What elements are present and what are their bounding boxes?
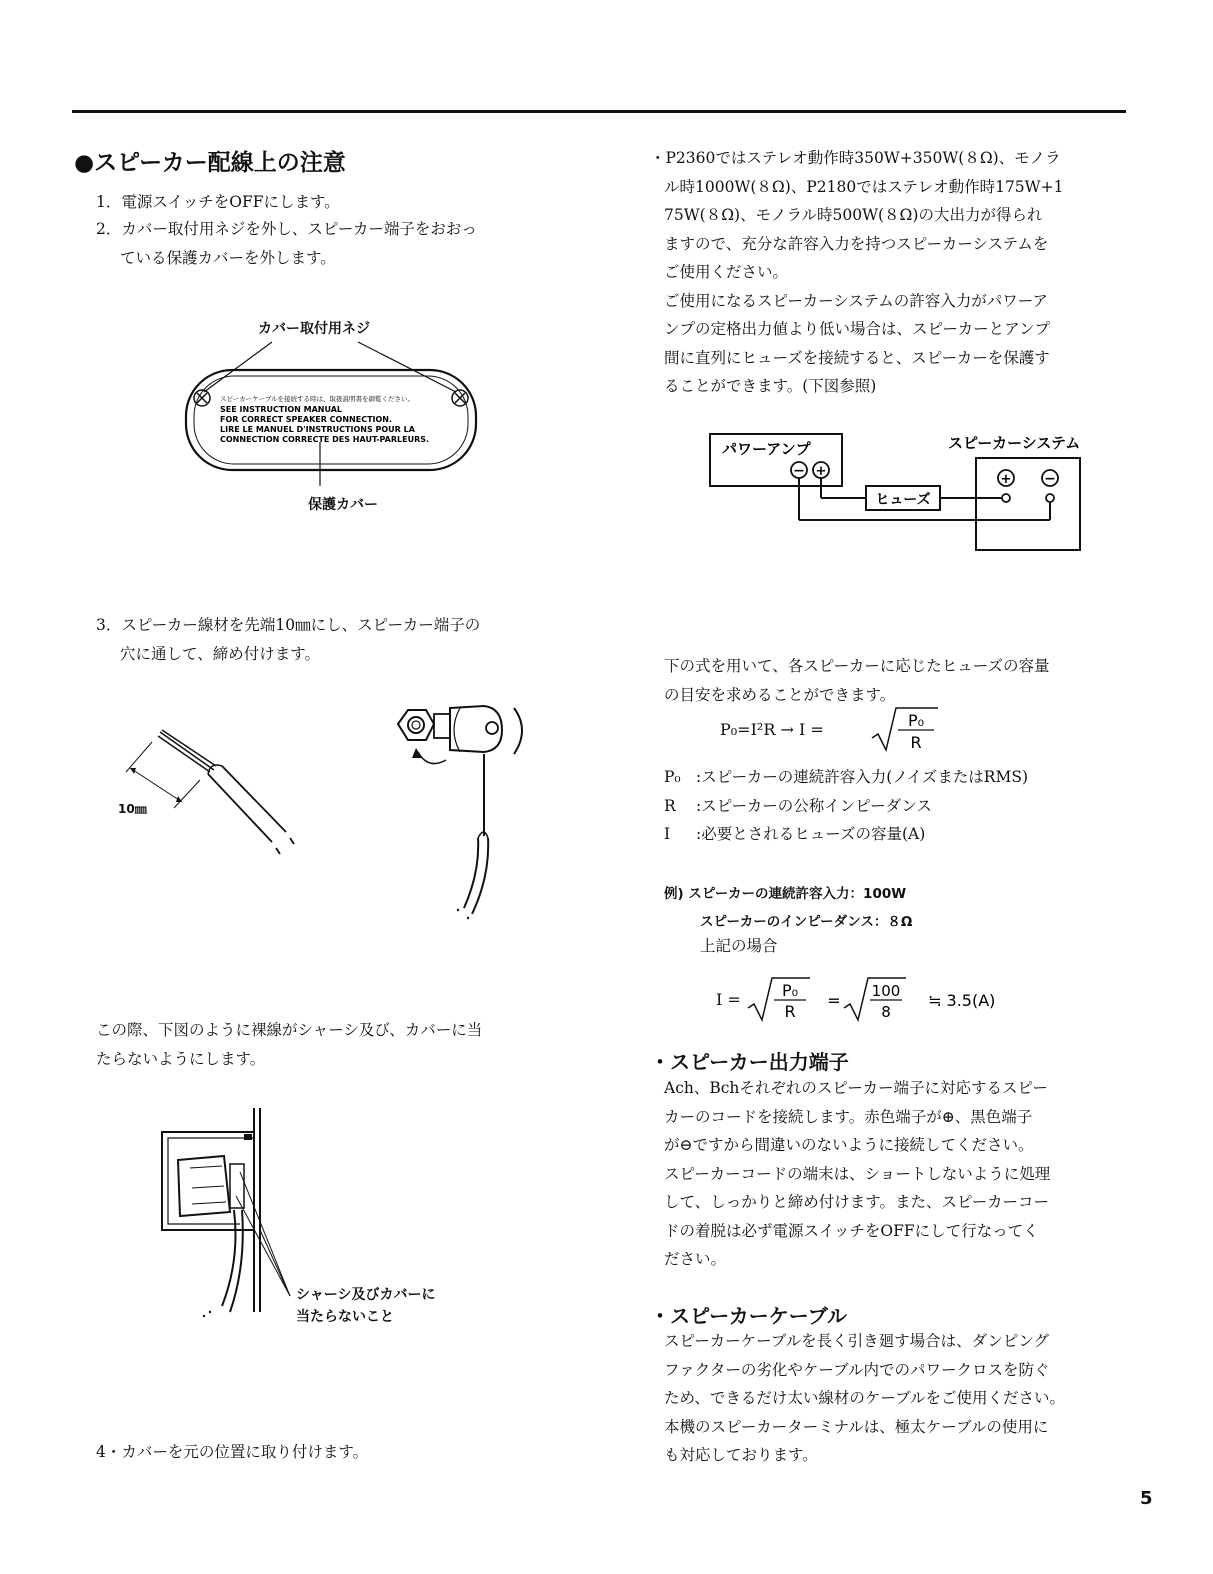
step-2: 2．カバー取付用ネジを外し、スピーカー端子をおおっ ている保護カバーを外します。 xyxy=(96,220,477,267)
page-number: 5 xyxy=(1140,1488,1153,1509)
intro-paragraph: ・P2360ではステレオ動作時350W+350W(８Ω)、モノラ ル時1000W(８Ω)、P2180ではステレオ動作時175W+1 75W(８Ω)、モノラル時500W(８Ω)の大出力が得られ ますので、充分な許容入力を持つスピーカーシステムを ご使用ください。 ご使用になるスピーカーシステムの許容入力がパワーア ンプの定格出力値より低い場合は、スピーカーとアンプ 間に直列にヒューズを接続すると、スピーカーを保護す ることができます。(下図参照) xyxy=(650,149,1064,395)
definition-row: P₀ :スピーカーの連続許容入力(ノイズまたはRMS) xyxy=(664,768,1028,786)
fuse-label: ヒューズ xyxy=(875,492,931,508)
sqrt-fraction xyxy=(868,704,948,754)
plate-text: FOR CORRECT SPEAKER CONNECTION. xyxy=(220,415,393,424)
output-terminal-heading: ・スピーカー出力端子 xyxy=(650,1050,849,1074)
fuse-wiring-diagram xyxy=(700,428,1100,556)
svg-text:−: − xyxy=(793,463,805,479)
step-3: 3．スピーカー線材を先端10㎜にし、スピーカー端子の 穴に通して、締め付けます。 xyxy=(96,616,481,663)
svg-text:P₀: P₀ xyxy=(781,981,799,1000)
formula-intro: 下の式を用いて、各スピーカーに応じたヒューズの容量 の目安を求めることができます。 xyxy=(664,657,1050,704)
chassis-clearance-figure xyxy=(150,1100,320,1330)
calc-fractions xyxy=(744,972,1024,1024)
svg-text:R: R xyxy=(784,1002,796,1021)
wire-length-label: 10㎜ xyxy=(118,802,147,816)
definition-row: I :必要とされるヒューズの容量(A) xyxy=(664,825,926,843)
svg-text:100: 100 xyxy=(871,982,901,1000)
calc-lhs: I = xyxy=(716,990,741,1009)
top-rule xyxy=(72,110,1126,113)
protective-cover-figure xyxy=(180,336,480,486)
stripped-wire-figure xyxy=(100,690,320,880)
plate-text: CONNECTION CORRECTE DES HAUT-PARLEURS. xyxy=(220,435,430,444)
protect-cover-label: 保護カバー xyxy=(308,497,378,513)
example-block: 例) スピーカーの連続許容入力：100W スピーカーのインピーダンス：８Ω xyxy=(664,886,913,930)
svg-text:R: R xyxy=(910,733,922,752)
amp-label: パワーアンプ xyxy=(722,440,811,458)
svg-text:−: − xyxy=(1044,471,1056,487)
step-1: 1．電源スイッチをOFFにします。 xyxy=(96,193,340,211)
svg-text:P₀: P₀ xyxy=(907,711,925,730)
step-4: 4・カバーを元の位置に取り付けます。 xyxy=(96,1443,369,1461)
chassis-note: この際、下図のように裸線がシャーシ及び、カバーに当 たらないようにします。 xyxy=(96,1021,483,1068)
section-heading: ●スピーカー配線上の注意 xyxy=(74,150,346,176)
plate-text-jp: スピーカーケーブルを接続する時は、取扱説明書を御覧ください。 xyxy=(220,395,415,403)
svg-text:+: + xyxy=(1000,472,1012,487)
cover-screw-label: カバー取付用ネジ xyxy=(258,321,370,337)
svg-text:≒ 3.5(A): ≒ 3.5(A) xyxy=(928,991,996,1010)
chassis-label: シャーシ及びカバーに 当たらないこと xyxy=(296,1287,436,1325)
output-terminal-paragraph: Ach、Bchそれぞれのスピーカー端子に対応するスピー カーのコードを接続します。赤色端子が⊕、黒色端子 が⊖ですから間違いのないように接続してください。 スピーカーコードの端末は、ショートしないように処理 して、しっかりと締め付けます。また、スピーカーコー ドの着脱は必ず電源スイッチをOFFにして行なってく ださい。 xyxy=(664,1079,1051,1268)
svg-text:=: = xyxy=(827,991,841,1010)
speaker-cable-paragraph: スピーカーケーブルを長く引き廻す場合は、ダンピング ファクターの劣化やケーブル内でのパワークロスを防ぐ ため、できるだけ太い線材のケーブルをご使用ください。 本機のスピーカーターミナルは、極太ケーブルの使用に も対応しております。 xyxy=(664,1332,1065,1464)
definitions xyxy=(664,763,1028,849)
svg-text:8: 8 xyxy=(881,1003,891,1021)
svg-text:+: + xyxy=(815,464,827,479)
power-formula: P₀=I²R → I = xyxy=(720,720,824,739)
example-case: 上記の場合 xyxy=(700,937,778,955)
definition-row: R :スピーカーの公称インピーダンス xyxy=(664,796,932,815)
speaker-system-box xyxy=(976,458,1080,550)
plate-text: SEE INSTRUCTION MANUAL xyxy=(220,405,342,414)
speaker-cable-heading: ・スピーカーケーブル xyxy=(650,1304,847,1328)
plate-text: LIRE LE MANUEL D'INSTRUCTIONS POUR LA xyxy=(220,425,415,434)
speaker-system-label: スピーカーシステム xyxy=(948,434,1081,452)
speaker-terminal-figure xyxy=(388,696,548,926)
